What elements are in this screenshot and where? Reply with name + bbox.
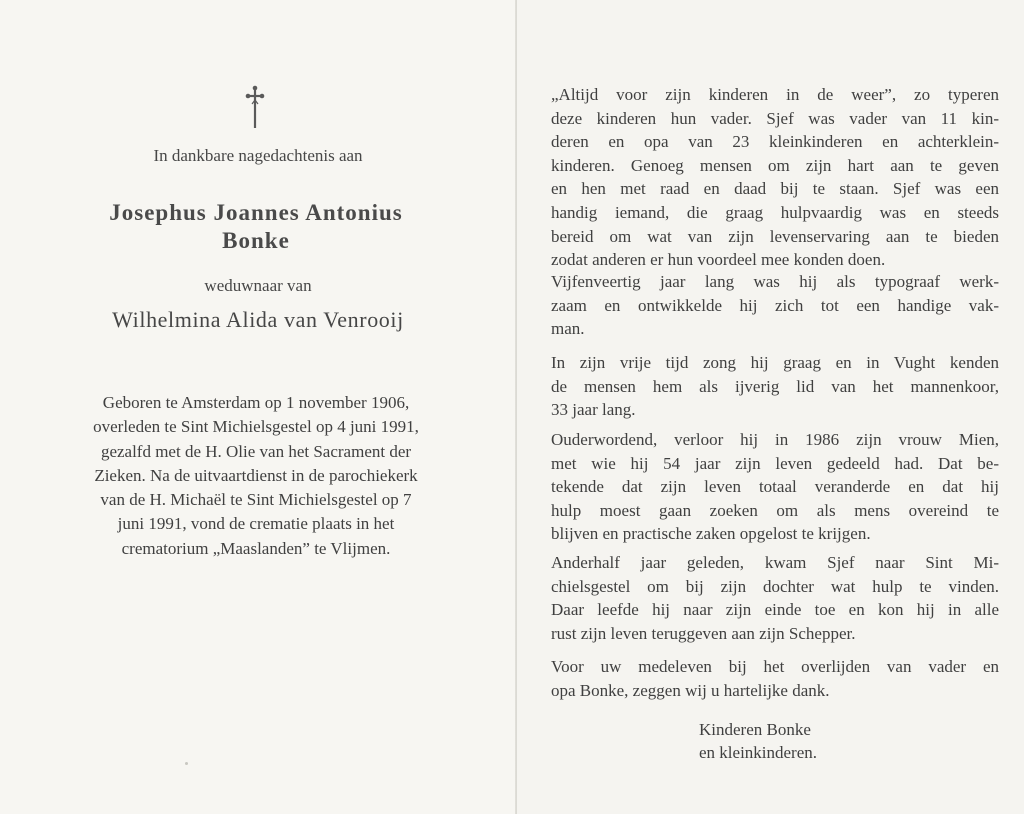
deceased-name-line2: Bonke xyxy=(222,228,290,253)
text-line: „Altijd voor zijn kinderen in de weer”, zo typeren xyxy=(551,85,999,104)
text-line: met wie hij 54 jaar zijn leven gedeeld had. Dat be- xyxy=(551,453,999,473)
text-line: opa Bonke, zeggen wij u hartelijke dank. xyxy=(551,680,830,700)
widower-of-text: weduwnaar van xyxy=(204,276,312,295)
text-line: Voor uw medeleven bij het overlijden van vader en xyxy=(551,657,999,676)
text-line: Daar leefde hij naar zijn einde toe en kon hij in alle xyxy=(551,600,999,620)
text-line: de mensen hem als ijverig lid van het mannenkoor, xyxy=(551,376,999,396)
text-line: deren en opa van 23 kleinkinderen en achterklein- xyxy=(551,132,999,152)
text-line: blijven en practische zaken opgelost te krijgen. xyxy=(551,524,871,544)
text-line: en hen met raad en daad bij te staan. Sjef was een xyxy=(551,179,999,199)
deceased-name-line1: Josephus Joannes Antonius xyxy=(109,200,403,225)
text-line: Ouderwordend, verloor hij in 1986 zijn vrouw Mien, xyxy=(551,430,999,449)
bio-line: crematorium „Maaslanden” te Vlijmen. xyxy=(121,538,391,558)
text-line: kinderen. Genoeg mensen om zijn hart aan te geven xyxy=(551,155,999,175)
biography xyxy=(30,391,482,561)
bio-line: Zieken. Na de uitvaartdienst in de parochiekerk xyxy=(94,465,418,485)
bio-line: Geboren te Amsterdam op 1 november 1906, xyxy=(102,393,410,412)
signature-line1: Kinderen Bonke xyxy=(699,720,811,739)
text-line: handig iemand, die graag hulpvaardig was en steeds xyxy=(551,202,999,222)
cross-icon xyxy=(244,84,266,130)
text-line: rust zijn leven teruggeven aan zijn Schepper. xyxy=(551,623,856,643)
signature xyxy=(699,718,817,764)
text-line: zodat anderen er hun voordeel mee konden doen. xyxy=(551,250,886,270)
text-line: Anderhalf jaar geleden, kwam Sjef naar Sint Mi- xyxy=(551,553,999,572)
paragraph-final-years xyxy=(551,551,999,645)
text-line: bereid om wat van zijn levenservaring aan te bieden xyxy=(551,226,999,246)
text-line: tekende dat zijn leven totaal veranderde en dat hij xyxy=(551,477,999,497)
spouse-name: Wilhelmina Alida van Venrooij xyxy=(112,307,404,332)
bio-line: gezalfd met de H. Olie van het Sacrament der xyxy=(100,441,412,461)
paragraph-thanks xyxy=(551,655,999,702)
paragraph-choir xyxy=(551,351,999,422)
text-line: hulp moest gaan zoeken om als mens overeind te xyxy=(551,500,999,520)
text-line: chielsgestel om bij zijn dochter wat hulp te vinden. xyxy=(551,576,999,596)
text-line: Vijfenveertig jaar lang was hij als typograaf werk- xyxy=(551,272,999,291)
paragraph-career xyxy=(551,270,999,341)
bio-line: juni 1991, vond de crematie plaats in het xyxy=(117,514,395,534)
paragraph-character xyxy=(551,83,999,272)
bio-line: overleden te Sint Michielsgestel op 4 juni 1991, xyxy=(93,417,419,437)
signature-line2: en kleinkinderen. xyxy=(699,743,818,762)
paragraph-later-life xyxy=(551,428,999,546)
deceased-name xyxy=(0,199,512,255)
dedication-text: In dankbare nagedachtenis aan xyxy=(153,146,363,165)
text-line: zaam en ontwikkelde hij zich tot een handige vak- xyxy=(551,295,999,315)
text-line: In zijn vrije tijd zong hij graag en in Vught kenden xyxy=(551,353,999,372)
bio-line: van de H. Michaël te Sint Michielsgestel op 7 xyxy=(100,490,412,510)
paper-speck xyxy=(185,762,188,765)
text-line: deze kinderen hun vader. Sjef was vader van 11 kin- xyxy=(551,108,999,128)
text-line: man. xyxy=(551,319,585,339)
text-line: 33 jaar lang. xyxy=(551,400,636,420)
